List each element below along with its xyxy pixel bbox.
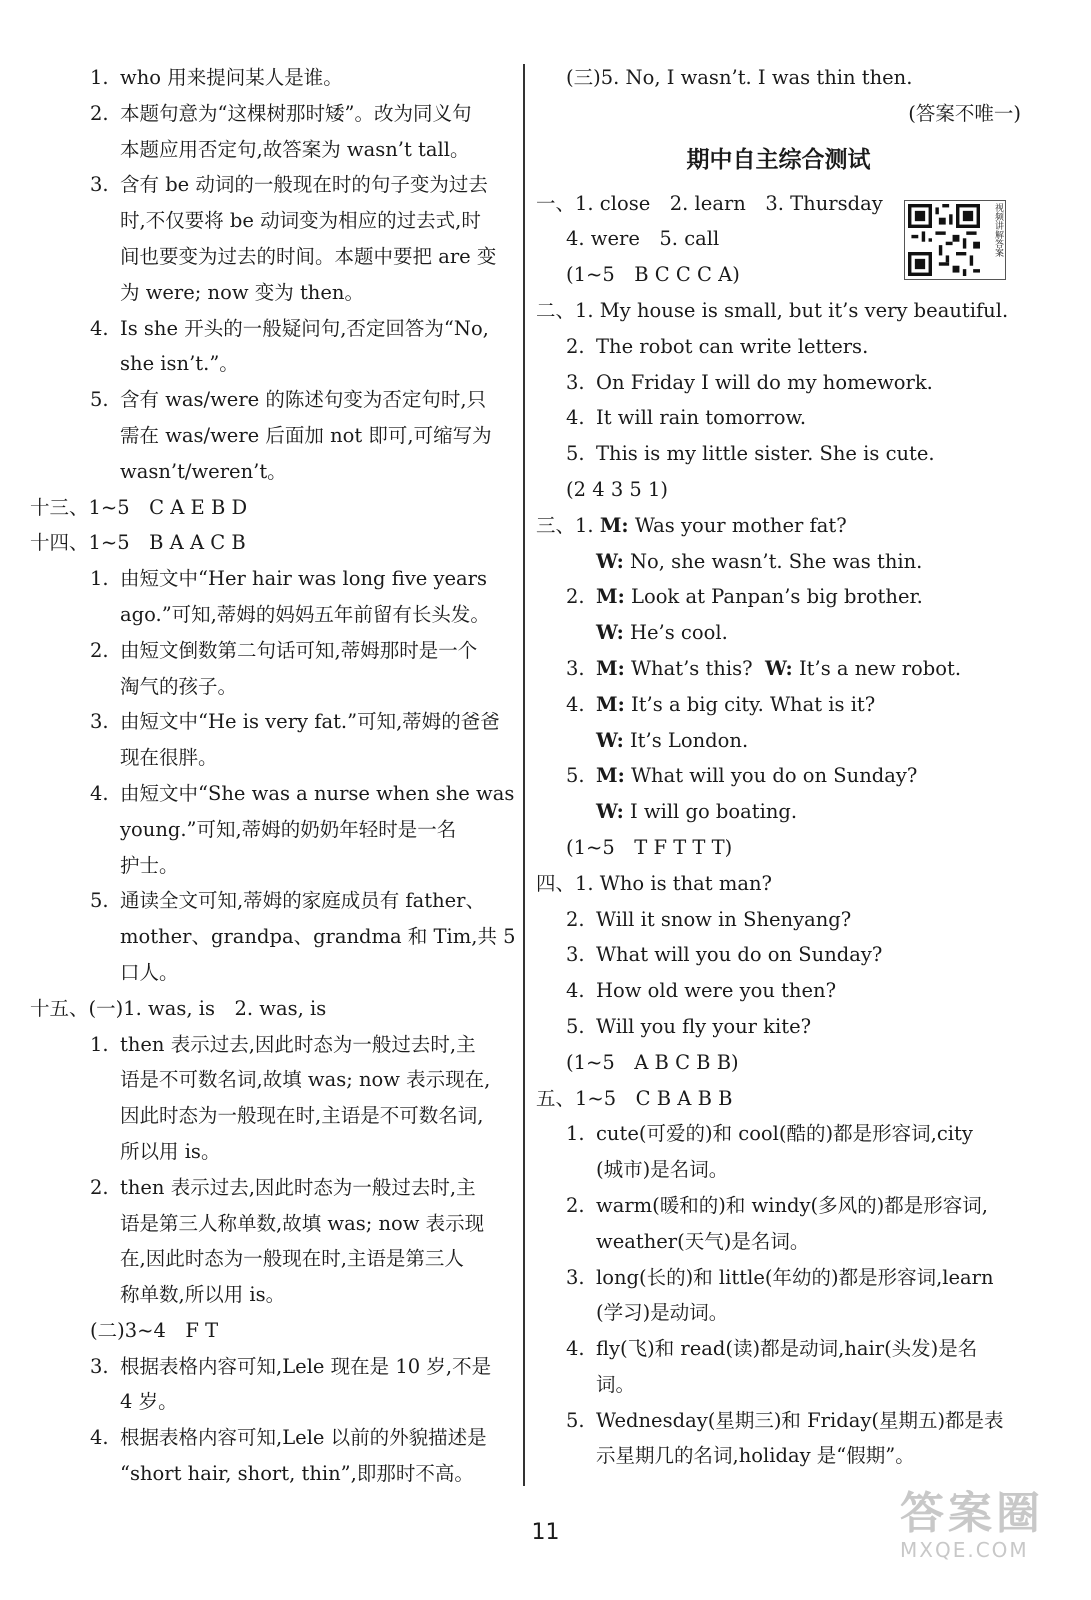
part4-answers: (1~5 A B C B B) [566,1050,739,1074]
list-item-continuation: 称单数,所以用 is。 [120,1283,286,1307]
part3-answers: (1~5 T F T T T) [566,835,733,859]
item-text: then 表示过去,因此时态为一般过去时,主 [120,1175,476,1199]
list-item [30,1420,515,1456]
item-text: Will you fly your kite? [596,1014,812,1038]
list-item [30,96,515,132]
part5-explanations [536,1116,1021,1474]
list-item [30,311,515,347]
list-item [30,633,515,669]
qr-code[interactable] [904,200,1006,280]
item-text: Is she 开头的一般疑问句,否定回答为“No, [120,316,489,340]
section-15-part2-explanations [30,1349,515,1492]
part2-line1: 二、1. My house is small, but it’s very beautiful. [536,298,1009,322]
item-number: 2. [90,101,109,125]
item-text: This is my little sister. She is cute. [596,442,935,466]
item-number: 5. [566,1408,585,1432]
list-item [536,937,1021,973]
list-item-continuation: 语是不可数名词,故填 was; now 表示现在, [120,1068,491,1092]
list-item [536,365,1021,401]
item-text: 根据表格内容可知,Lele 以前的外貌描述是 [120,1426,487,1450]
item-number: 4. [90,1426,109,1450]
list-item-continuation: 淘气的孩子。 [120,674,238,698]
item-number: 1. [90,567,109,591]
list-item [30,776,515,812]
list-item-continuation: 现在很胖。 [120,746,218,770]
section-15-part2-answers: (二)3~4 F T [90,1318,219,1342]
list-item-continuation: 语是第三人称单数,故填 was; now 表示现 [120,1211,485,1235]
list-item-continuation: 口人。 [120,960,179,984]
list-item-continuation: 4 岁。 [120,1390,178,1414]
item-text: 含有 was/were 的陈述句变为否定句时,只 [120,388,487,412]
list-item-continuation: 词。 [596,1372,636,1396]
list-item-continuation: weather(天气)是名词。 [596,1229,810,1253]
qr-caption: 视频讲解答案 [993,203,1003,257]
list-item [30,704,515,740]
list-item-continuation: mother、grandpa、grandma 和 Tim,共 5 [120,925,516,949]
item-text: Wednesday(星期三)和 Friday(星期五)都是表 [596,1408,1004,1432]
section-14-explanations [30,561,515,991]
part3-dialogues: 三、1. M: Was your mother fat? W: No, she wasn’t. She was thin. 2. M: Look at Panpan’s big brother. W: He’s cool. 3. M: What’s this? W: It’s a new robot. 4. M: It’s a big city. What is it? W: It’s London. 5. M: What will you do on Sunday? W: I will go boating. [536,513,962,824]
item-text: 由短文中“Her hair was long five years [120,567,487,591]
list-item [536,902,1021,938]
site-watermark: 答案圈 MXQE.COM [900,1488,1044,1562]
list-item-continuation: 护士。 [120,853,179,877]
item-text: 本题句意为“这棵树那时矮”。改为同义句 [120,101,472,125]
item-text: 含有 be 动词的一般现在时的句子变为过去 [120,173,488,197]
page-number: 11 [531,1520,560,1545]
list-item [536,1188,1021,1224]
list-item-continuation: (城市)是名词。 [596,1158,729,1182]
list-item-continuation: 本题应用否定句,故答案为 wasn’t tall。 [120,137,470,161]
part4-items [536,902,1021,1045]
list-item [536,1331,1021,1367]
item-text: long(长的)和 little(年幼的)都是形容词,learn [596,1265,994,1289]
list-item-continuation: 为 were; now 变为 then。 [120,280,364,304]
item-number: 3. [566,943,585,967]
item-text: who 用来提问某人是谁。 [120,66,343,89]
section-15-explanations [30,1027,515,1313]
list-item [536,973,1021,1009]
item-number: 2. [566,907,585,931]
part4-line1: 四、1. Who is that man? [536,871,772,895]
section-12-explanations [30,60,515,490]
item-number: 1. [566,1122,585,1146]
item-number: 5. [90,889,109,913]
item-text: then 表示过去,因此时态为一般过去时,主 [120,1032,476,1056]
item-text: Will it snow in Shenyang? [596,907,852,931]
item-text: fly(飞)和 read(读)都是动词,hair(头发)是名 [596,1337,978,1361]
list-item-continuation: she isn’t.”。 [120,352,239,376]
list-item-continuation: “short hair, short, thin”,即那时不高。 [120,1462,474,1486]
list-item [536,329,1021,365]
item-number: 4. [566,979,585,1003]
list-item [30,1027,515,1063]
part1-line2: 4. were 5. call [566,227,720,251]
item-text: cute(可爱的)和 cool(酷的)都是形容词,city [596,1122,973,1146]
list-item-continuation: 因此时态为一般现在时,主语是不可数名词, [120,1104,484,1128]
part3-prefix: 三、1. [536,513,594,537]
section-13-answers: 十三、1~5 C A E B D [30,495,248,519]
list-item-continuation: 示星期几的名词,holiday 是“假期”。 [596,1444,915,1468]
item-number: 4. [90,781,109,805]
item-number: 3. [90,173,109,197]
item-number: 5. [90,388,109,412]
list-item-continuation: 在,因此时态为一般现在时,主语是第三人 [120,1247,464,1271]
list-item [536,1009,1021,1045]
part1-line1: 一、1. close 2. learn 3. Thursday [536,191,883,215]
list-item [536,400,1021,436]
part5-answers: 五、1~5 C B A B B [536,1086,733,1110]
item-text: What will you do on Sunday? [596,943,883,967]
list-item [30,382,515,418]
list-item [536,1403,1021,1439]
list-item [30,167,515,203]
item-number: 3. [566,1265,585,1289]
list-item [536,436,1021,472]
item-number: 2. [566,1193,585,1217]
item-number: 3. [90,710,109,734]
item-text: warm(暖和的)和 windy(多风的)都是形容词, [596,1193,988,1217]
item-number: 1. [90,66,109,89]
list-item [30,561,515,597]
section-15-answers: 十五、(一)1. was, is 2. was, is [30,996,327,1020]
item-text: 由短文倒数第二句话可知,蒂姆那时是一个 [120,638,478,662]
item-text: How old were you then? [596,979,837,1003]
item-number: 4. [566,406,585,430]
list-item-continuation: (学习)是动词。 [596,1301,729,1325]
list-item-continuation: ago.”可知,蒂姆的妈妈五年前留有长头发。 [120,602,490,626]
item-number: 4. [566,1337,585,1361]
item-number: 1. [90,1032,109,1056]
item-number: 2. [90,638,109,662]
qr-icon [908,204,980,276]
list-item-continuation: wasn’t/weren’t。 [120,459,287,483]
answer-note: (答案不唯一) [908,101,1021,125]
item-text: It will rain tomorrow. [596,406,807,430]
part3-answer: (三)5. No, I wasn’t. I was thin then. [566,66,913,89]
column-divider [523,64,525,1486]
item-text: On Friday I will do my homework. [596,370,933,394]
item-number: 3. [566,370,585,394]
item-number: 3. [90,1354,109,1378]
list-item [536,1260,1021,1296]
item-text: The robot can write letters. [596,334,869,358]
list-item-continuation: young.”可知,蒂姆的奶奶年轻时是一名 [120,817,457,841]
item-number: 2. [90,1175,109,1199]
item-text: 根据表格内容可知,Lele 现在是 10 岁,不是 [120,1354,492,1378]
list-item-continuation: 间也要变为过去的时间。本题中要把 are 变 [120,244,497,268]
list-item [536,1116,1021,1152]
item-number: 5. [566,442,585,466]
part1-answers: (1~5 B C C C A) [566,263,740,287]
item-number: 2. [566,334,585,358]
part2-items [536,329,1021,472]
list-item [30,883,515,919]
item-text: 由短文中“She was a nurse when she was [120,781,515,805]
list-item [30,1170,515,1206]
part2-answers: (2 4 3 5 1) [566,477,669,501]
list-item [30,60,515,96]
list-item [30,1349,515,1385]
item-text: 由短文中“He is very fat.”可知,蒂姆的爸爸 [120,710,500,734]
list-item-continuation: 需在 was/were 后面加 not 即可,可缩写为 [120,423,492,447]
list-item-continuation: 所以用 is。 [120,1139,221,1163]
right-column [536,60,1021,1474]
left-column [30,60,515,1492]
item-text: 通读全文可知,蒂姆的家庭成员有 father、 [120,889,485,913]
section-14-answers: 十四、1~5 B A A C B [30,531,246,555]
item-number: 5. [566,1014,585,1038]
list-item-continuation: 时,不仅要将 be 动词变为相应的过去式,时 [120,209,481,233]
item-number: 4. [90,316,109,340]
section-title: 期中自主综合测试 [686,146,871,173]
